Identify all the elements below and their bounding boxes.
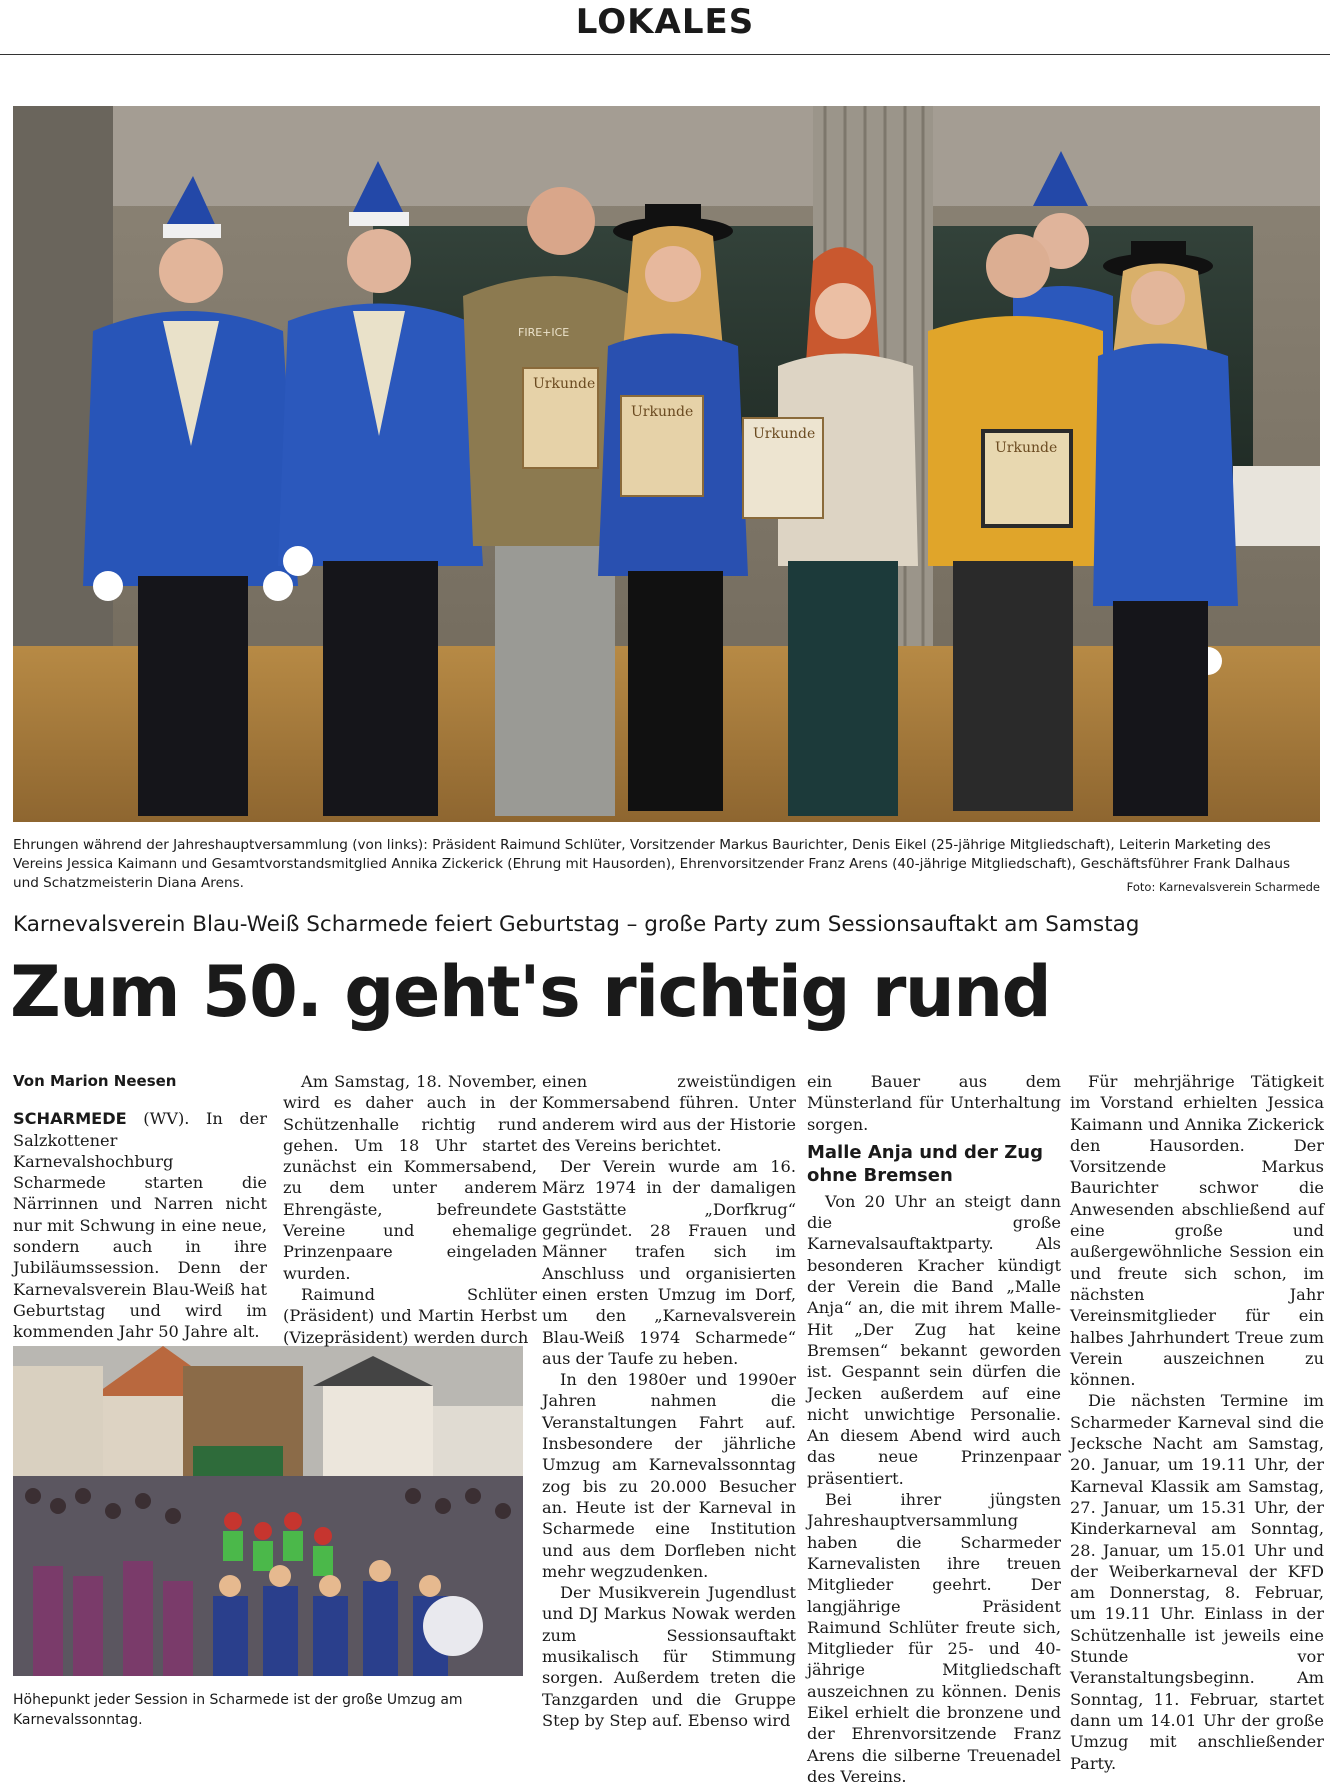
col4-paragraph-2: Von 20 Uhr an steigt dann die große Karnevalsauftaktparty. Als besonderen Kracher kündigt der Verein die Band „Malle Anja“ an, die mit ihrem Malle-Hit „Der Zug hat keine Bremsen“ bekannt geworden ist. Gespannt sein dürfen die Jecken außerdem auf eine nicht unwichtige Personalie. An diesem Abend wird auch das neue Prinzenpaar präsentiert. — [807, 1191, 1061, 1488]
headline: Zum 50. geht's richtig rund — [10, 951, 1051, 1033]
col1-text: (WV). In der Salzkottener Karnevalshochburg Scharmede starten die Närrinnen und Narren nicht nur mit Schwung in eine neue, sondern auch in ihre Jubiläumssession. Denn der Karnevalsverein Blau-Weiß hat Geburtstag und wird im kommenden Jahr 50 Jahre alt. — [13, 1109, 267, 1342]
certificate-text: Urkunde — [753, 426, 816, 442]
section-title: LOKALES — [0, 0, 1330, 55]
main-photo-caption: Ehrungen während der Jahreshauptversammlung (von links): Präsident Raimund Schlüter, Vorsitzender Markus Baurichter, Denis Eikel (25-jährige Mitgliedschaft), Leiterin Marketing des Vereins Jessica Kaimann und Gesamtvorstandsmitglied Annika Zickerick (Ehrung mit Hausorden), Ehrenvorsitzender Franz Arens (40-jährige Mitgliedschaft), Geschäftsführer Frank Dalhaus und Schatzmeisterin Diana Arens. — [13, 837, 1291, 891]
shirt-print: FIRE+ICE — [518, 326, 570, 339]
photo-credit: Foto: Karnevalsverein Scharmede — [1126, 880, 1320, 894]
col1-paragraph-1 — [13, 1108, 267, 1342]
col3-paragraph-3: In den 1980er und 1990er Jahren nahmen die Veranstaltungen Fahrt auf. Insbesondere der jährliche Umzug am Karnevalssonntag zog bis zu 20.000 Besucher an. Heute ist der Karneval in Scharmede eine Institution und aus dem Dorfleben nicht mehr wegzudenken. — [542, 1370, 796, 1581]
col3-paragraph-4: Der Musikverein Jugendlust und DJ Markus Nowak werden zum Sessionsauftakt musikalisch für Stimmung sorgen. Außerdem treten die Tanzgarden und die Gruppe Step by Step auf. Ebenso wird — [542, 1583, 796, 1730]
col2-paragraph-1: Am Samstag, 18. November, wird es daher auch in der Schützenhalle richtig rund gehen. Um 18 Uhr startet zunächst ein Kommersabend, zu dem unter anderem Ehrengäste, befreundete Vereine und ehemalige Prinzenpaare eingeladen wurden. — [283, 1072, 537, 1283]
col4-paragraph-1: ein Bauer aus dem Münsterland für Unterhaltung sorgen. — [807, 1072, 1061, 1134]
parade-photo — [13, 1346, 523, 1676]
kicker: Karnevalsverein Blau-Weiß Scharmede feiert Geburtstag – große Party zum Sessionsauftakt am Samstag — [13, 912, 1140, 937]
byline: Von Marion Neesen — [13, 1072, 177, 1090]
column-3 — [542, 1071, 796, 1731]
main-photo — [13, 106, 1320, 822]
col3-paragraph-1: einen zweistündigen Kommersabend führen. Unter anderem wird aus der Historie des Vereins berichtet. — [542, 1072, 796, 1155]
column-5 — [1070, 1071, 1324, 1774]
subheading: Malle Anja und der Zug ohne Bremsen — [807, 1141, 1043, 1186]
certificate-text: Urkunde — [995, 440, 1058, 456]
column-4 — [807, 1071, 1061, 1787]
col4-paragraph-3: Bei ihrer jüngsten Jahreshauptversammlung haben die Scharmeder Karnevalisten ihre treuen Mitglieder geehrt. Der langjährige Präsident Raimund Schlüter freute sich, Mitglieder für 25- und 40-jährige Mitgliedschaft auszeichnen zu können. Denis Eikel erhielt die bronzene und der Ehrenvorsitzende Franz Arens die silberne Treuenadel des Vereins. — [807, 1490, 1061, 1786]
column-1 — [13, 1071, 267, 1343]
column-2 — [283, 1071, 537, 1348]
certificate-text: Urkunde — [533, 376, 596, 392]
col5-paragraph-1: Für mehrjährige Tätigkeit im Vorstand erhielten Jessica Kaimann und Annika Zickerick den Hausorden. Der Vorsitzende Markus Baurichter schwor die Anwesenden abschließend auf eine große und außergewöhnliche Session ein und freute sich schon, im nächsten Jahr Vereinsmitglieder für ein halbes Jahrhundert Treue zum Verein auszeichnen zu können. — [1070, 1072, 1324, 1390]
col5-paragraph-2: Die nächsten Termine im Scharmeder Karneval sind die Jecksche Nacht am Samstag, 20. Januar, um 19.11 Uhr, der Karneval Klassik am Samstag, 27. Januar, um 15.31 Uhr, der Kinderkarneval am Sonntag, 28. Januar, um 15.01 Uhr und der Weiberkarneval der KFD am Donnerstag, 8. Februar, um 19.11 Uhr. Einlass in der Schützenhalle ist jeweils eine Stunde vor Veranstaltungsbeginn. Am Sonntag, 11. Februar, startet dann um 14.01 Uhr der große Umzug mit anschließender Party. — [1070, 1391, 1324, 1773]
parade-photo-caption: Höhepunkt jeder Session in Scharmede ist der große Umzug am Karnevalssonntag. — [13, 1692, 463, 1728]
col2-paragraph-2: Raimund Schlüter (Präsident) und Martin Herbst (Vizepräsident) werden durch — [283, 1284, 537, 1347]
col3-paragraph-2: Der Verein wurde am 16. März 1974 in der damaligen Gaststätte „Dorfkrug“ gegründet. 28 Frauen und Männer trafen sich im Anschluss und organisierten einen ersten Umzug im Dorf, um den „Karnevalsverein Blau-Weiß 1974 Scharmede“ aus der Taufe zu heben. — [542, 1157, 796, 1368]
dateline: SCHARMEDE — [13, 1109, 127, 1129]
certificate-text: Urkunde — [631, 404, 694, 420]
